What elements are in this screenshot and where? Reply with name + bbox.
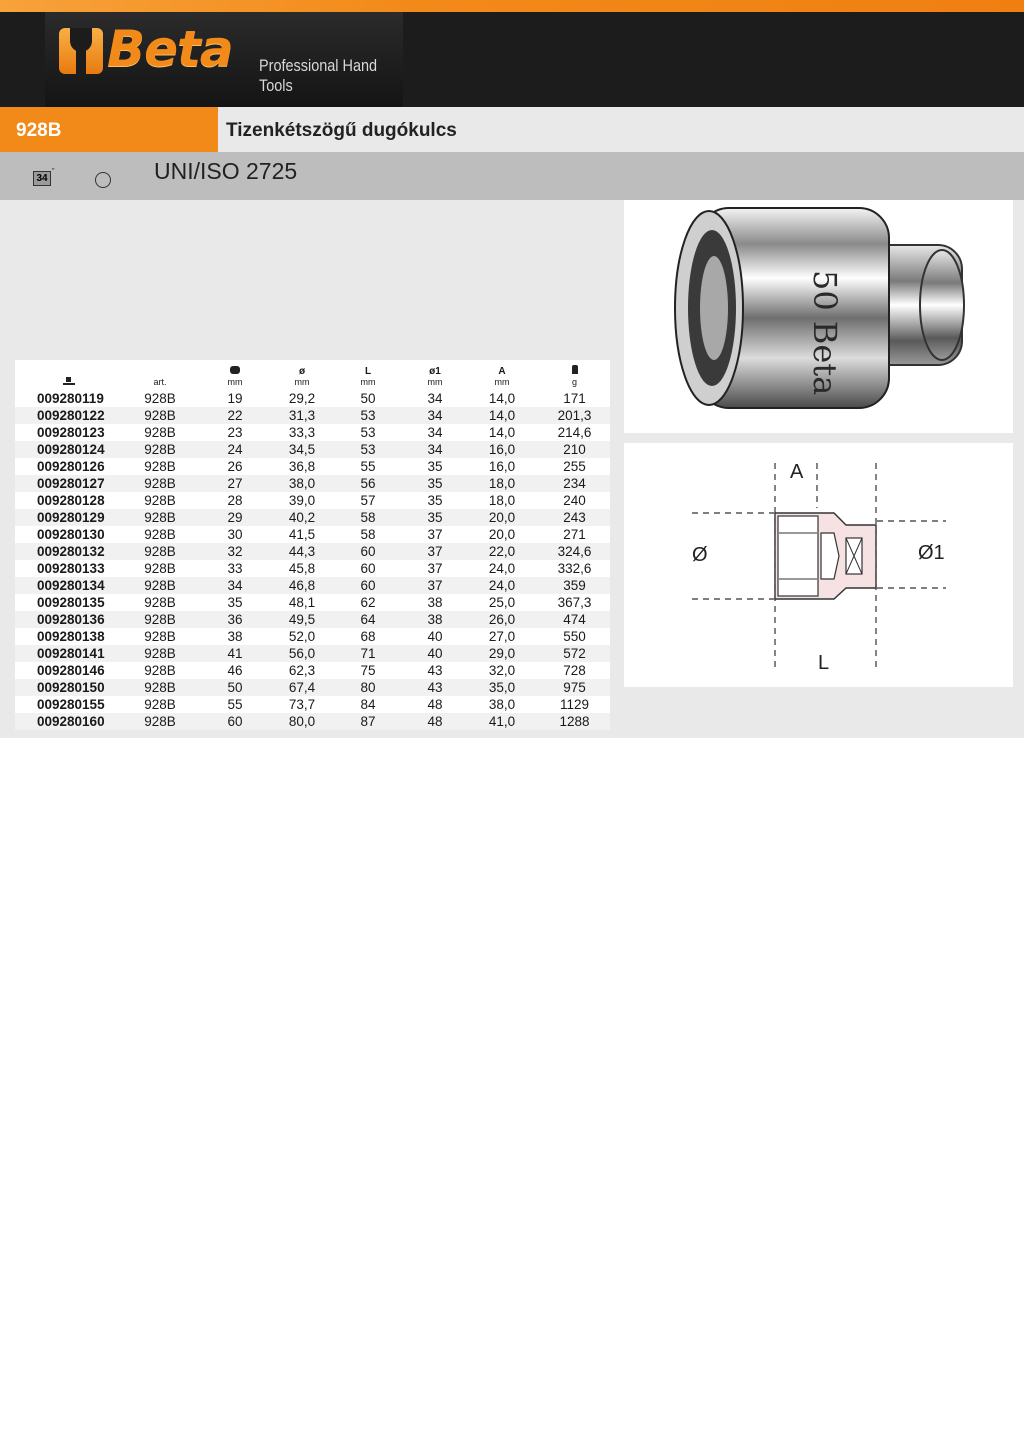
cell-weight: 214,6	[539, 424, 610, 441]
table-row	[15, 543, 610, 560]
cell-size: 26	[197, 458, 273, 475]
cell-diameter: 48,1	[273, 594, 331, 611]
diagram-label-length: L	[818, 652, 830, 674]
cell-code: 009280127	[15, 475, 123, 492]
cell-code: 009280135	[15, 594, 123, 611]
cell-a: 14,0	[465, 390, 539, 407]
cell-weight: 728	[539, 662, 610, 679]
header-size: mm	[197, 360, 273, 390]
twelve-point-icon	[95, 172, 111, 188]
cell-size: 35	[197, 594, 273, 611]
cell-a: 35,0	[465, 679, 539, 696]
cell-a: 29,0	[465, 645, 539, 662]
diagram-label-diameter1: Ø1	[918, 542, 945, 564]
cell-diameter1: 34	[405, 441, 465, 458]
header-diameter1: ø1 mm	[427, 366, 443, 387]
table-row	[15, 662, 610, 679]
cell-diameter1: 35	[405, 458, 465, 475]
cell-length: 87	[331, 713, 405, 730]
content-area	[0, 200, 1024, 738]
cell-diameter1: 48	[405, 713, 465, 730]
cell-size: 29	[197, 509, 273, 526]
table-row	[15, 679, 610, 696]
cell-diameter1: 40	[405, 628, 465, 645]
cell-diameter1: 43	[405, 679, 465, 696]
cell-article: 928B	[123, 577, 197, 594]
cell-diameter: 39,0	[273, 492, 331, 509]
cell-diameter: 40,2	[273, 509, 331, 526]
cell-diameter: 73,7	[273, 696, 331, 713]
cell-a: 26,0	[465, 611, 539, 628]
cell-diameter1: 48	[405, 696, 465, 713]
cell-diameter: 56,0	[273, 645, 331, 662]
table-header-row	[15, 360, 610, 390]
cell-diameter: 80,0	[273, 713, 331, 730]
cell-weight: 201,3	[539, 407, 610, 424]
cell-length: 60	[331, 560, 405, 577]
cell-diameter1: 43	[405, 662, 465, 679]
wrench-logo-icon	[59, 28, 103, 74]
cell-a: 38,0	[465, 696, 539, 713]
cell-a: 18,0	[465, 475, 539, 492]
square-drive-icon: 34	[33, 171, 51, 186]
header-weight: g	[539, 360, 610, 390]
header-article: art.	[153, 377, 167, 387]
cell-weight: 550	[539, 628, 610, 645]
cell-a: 14,0	[465, 424, 539, 441]
brand-logo[interactable]	[45, 12, 403, 107]
table-row	[15, 458, 610, 475]
standard-label: UNI/ISO 2725	[154, 158, 298, 184]
cell-diameter: 38,0	[273, 475, 331, 492]
cell-article: 928B	[123, 475, 197, 492]
table-row	[15, 628, 610, 645]
photo-engraving: 50 Beta	[806, 270, 844, 396]
product-photo	[624, 200, 1013, 433]
cell-weight: 332,6	[539, 560, 610, 577]
cell-size: 32	[197, 543, 273, 560]
diagram-label-diameter: Ø	[692, 544, 708, 566]
cell-article: 928B	[123, 492, 197, 509]
cell-article: 928B	[123, 424, 197, 441]
cell-code: 009280126	[15, 458, 123, 475]
cell-length: 68	[331, 628, 405, 645]
product-title: Tizenkétszögű dugókulcs	[226, 120, 457, 141]
cell-article: 928B	[123, 713, 197, 730]
table-row	[15, 407, 610, 424]
cell-length: 53	[331, 441, 405, 458]
cell-weight: 572	[539, 645, 610, 662]
cell-code: 009280155	[15, 696, 123, 713]
cell-a: 25,0	[465, 594, 539, 611]
cell-weight: 255	[539, 458, 610, 475]
cell-weight: 234	[539, 475, 610, 492]
cell-length: 53	[331, 424, 405, 441]
dimension-drawing-image	[624, 443, 1013, 687]
cell-length: 80	[331, 679, 405, 696]
cell-size: 30	[197, 526, 273, 543]
cell-length: 56	[331, 475, 405, 492]
cell-article: 928B	[123, 594, 197, 611]
spec-table	[15, 360, 610, 730]
cell-size: 34	[197, 577, 273, 594]
socket-photo-image	[624, 200, 1013, 433]
cell-article: 928B	[123, 645, 197, 662]
cell-diameter1: 37	[405, 543, 465, 560]
cell-diameter: 44,3	[273, 543, 331, 560]
cell-weight: 243	[539, 509, 610, 526]
table-row	[15, 424, 610, 441]
cell-length: 62	[331, 594, 405, 611]
cell-size: 60	[197, 713, 273, 730]
cell-weight: 367,3	[539, 594, 610, 611]
cell-length: 58	[331, 526, 405, 543]
cell-diameter1: 37	[405, 526, 465, 543]
cell-length: 71	[331, 645, 405, 662]
cell-code: 009280124	[15, 441, 123, 458]
brand-name: Beta	[107, 20, 233, 78]
table-row	[15, 509, 610, 526]
product-code: 928B	[16, 120, 62, 141]
cell-length: 53	[331, 407, 405, 424]
cell-weight: 210	[539, 441, 610, 458]
cell-size: 27	[197, 475, 273, 492]
cell-size: 23	[197, 424, 273, 441]
cell-code: 009280119	[15, 390, 123, 407]
cell-code: 009280134	[15, 577, 123, 594]
cell-diameter: 49,5	[273, 611, 331, 628]
cell-length: 55	[331, 458, 405, 475]
cell-code: 009280133	[15, 560, 123, 577]
cell-diameter1: 38	[405, 611, 465, 628]
table-row	[15, 526, 610, 543]
cell-a: 24,0	[465, 577, 539, 594]
cell-weight: 359	[539, 577, 610, 594]
dimension-diagram	[624, 443, 1013, 687]
header-a: A mm	[494, 366, 510, 387]
cell-diameter1: 37	[405, 577, 465, 594]
cell-code: 009280141	[15, 645, 123, 662]
cell-diameter1: 38	[405, 594, 465, 611]
cell-code: 009280130	[15, 526, 123, 543]
weight-icon	[572, 365, 578, 374]
cell-weight: 1129	[539, 696, 610, 713]
order-cart-icon	[63, 377, 75, 385]
cell-article: 928B	[123, 662, 197, 679]
cell-weight: 324,6	[539, 543, 610, 560]
header-diameter: ø mm	[294, 366, 310, 387]
cell-weight: 271	[539, 526, 610, 543]
cell-article: 928B	[123, 543, 197, 560]
cell-length: 60	[331, 577, 405, 594]
cell-a: 16,0	[465, 441, 539, 458]
cell-length: 50	[331, 390, 405, 407]
cell-code: 009280122	[15, 407, 123, 424]
cell-a: 20,0	[465, 526, 539, 543]
cell-diameter: 46,8	[273, 577, 331, 594]
table-row	[15, 560, 610, 577]
cell-length: 60	[331, 543, 405, 560]
cell-size: 28	[197, 492, 273, 509]
cell-size: 46	[197, 662, 273, 679]
table-row	[15, 390, 610, 407]
cell-article: 928B	[123, 696, 197, 713]
cell-diameter: 62,3	[273, 662, 331, 679]
cell-a: 41,0	[465, 713, 539, 730]
cell-a: 14,0	[465, 407, 539, 424]
cell-weight: 1288	[539, 713, 610, 730]
cell-weight: 975	[539, 679, 610, 696]
cell-diameter: 29,2	[273, 390, 331, 407]
cell-code: 009280146	[15, 662, 123, 679]
product-code-box	[0, 107, 218, 152]
cell-a: 16,0	[465, 458, 539, 475]
cell-weight: 474	[539, 611, 610, 628]
table-row	[15, 645, 610, 662]
cell-article: 928B	[123, 390, 197, 407]
cell-a: 18,0	[465, 492, 539, 509]
cell-diameter: 52,0	[273, 628, 331, 645]
table-row	[15, 713, 610, 730]
cell-diameter1: 35	[405, 492, 465, 509]
cell-a: 32,0	[465, 662, 539, 679]
cell-code: 009280150	[15, 679, 123, 696]
cell-size: 22	[197, 407, 273, 424]
cell-diameter: 45,8	[273, 560, 331, 577]
cell-length: 84	[331, 696, 405, 713]
cell-weight: 240	[539, 492, 610, 509]
cell-article: 928B	[123, 407, 197, 424]
brand-tagline: Professional Hand Tools	[259, 56, 378, 95]
cell-article: 928B	[123, 679, 197, 696]
table-row	[15, 577, 610, 594]
cell-size: 33	[197, 560, 273, 577]
top-accent-stripe	[0, 0, 1024, 12]
standard-bar	[0, 152, 1024, 200]
cell-code: 009280136	[15, 611, 123, 628]
cell-diameter: 36,8	[273, 458, 331, 475]
cell-code: 009280128	[15, 492, 123, 509]
table-row	[15, 492, 610, 509]
cell-diameter1: 34	[405, 424, 465, 441]
cell-diameter: 34,5	[273, 441, 331, 458]
cell-article: 928B	[123, 441, 197, 458]
cell-diameter1: 34	[405, 390, 465, 407]
cell-code: 009280129	[15, 509, 123, 526]
cell-code: 009280160	[15, 713, 123, 730]
header-order-code	[15, 360, 123, 390]
cell-article: 928B	[123, 509, 197, 526]
socket-size-icon	[230, 366, 240, 374]
cell-diameter: 41,5	[273, 526, 331, 543]
table-row	[15, 441, 610, 458]
cell-diameter1: 37	[405, 560, 465, 577]
table-row	[15, 611, 610, 628]
cell-diameter1: 35	[405, 509, 465, 526]
cell-diameter: 31,3	[273, 407, 331, 424]
cell-length: 58	[331, 509, 405, 526]
cell-size: 41	[197, 645, 273, 662]
cell-diameter1: 35	[405, 475, 465, 492]
cell-size: 24	[197, 441, 273, 458]
cell-code: 009280132	[15, 543, 123, 560]
cell-size: 50	[197, 679, 273, 696]
title-bar	[0, 107, 1024, 152]
cell-diameter: 33,3	[273, 424, 331, 441]
drive-unit: "	[52, 168, 55, 175]
cell-a: 24,0	[465, 560, 539, 577]
cell-code: 009280138	[15, 628, 123, 645]
table-row	[15, 696, 610, 713]
cell-length: 75	[331, 662, 405, 679]
cell-diameter1: 34	[405, 407, 465, 424]
header-length: L mm	[360, 366, 376, 387]
cell-weight: 171	[539, 390, 610, 407]
cell-size: 36	[197, 611, 273, 628]
cell-length: 64	[331, 611, 405, 628]
diagram-label-a: A	[790, 461, 804, 483]
cell-diameter: 67,4	[273, 679, 331, 696]
cell-a: 27,0	[465, 628, 539, 645]
table-row	[15, 475, 610, 492]
cell-size: 55	[197, 696, 273, 713]
cell-code: 009280123	[15, 424, 123, 441]
cell-size: 38	[197, 628, 273, 645]
cell-length: 57	[331, 492, 405, 509]
cell-size: 19	[197, 390, 273, 407]
cell-diameter1: 40	[405, 645, 465, 662]
cell-article: 928B	[123, 628, 197, 645]
cell-article: 928B	[123, 611, 197, 628]
cell-article: 928B	[123, 560, 197, 577]
cell-article: 928B	[123, 526, 197, 543]
cell-a: 22,0	[465, 543, 539, 560]
table-row	[15, 594, 610, 611]
cell-a: 20,0	[465, 509, 539, 526]
cell-article: 928B	[123, 458, 197, 475]
